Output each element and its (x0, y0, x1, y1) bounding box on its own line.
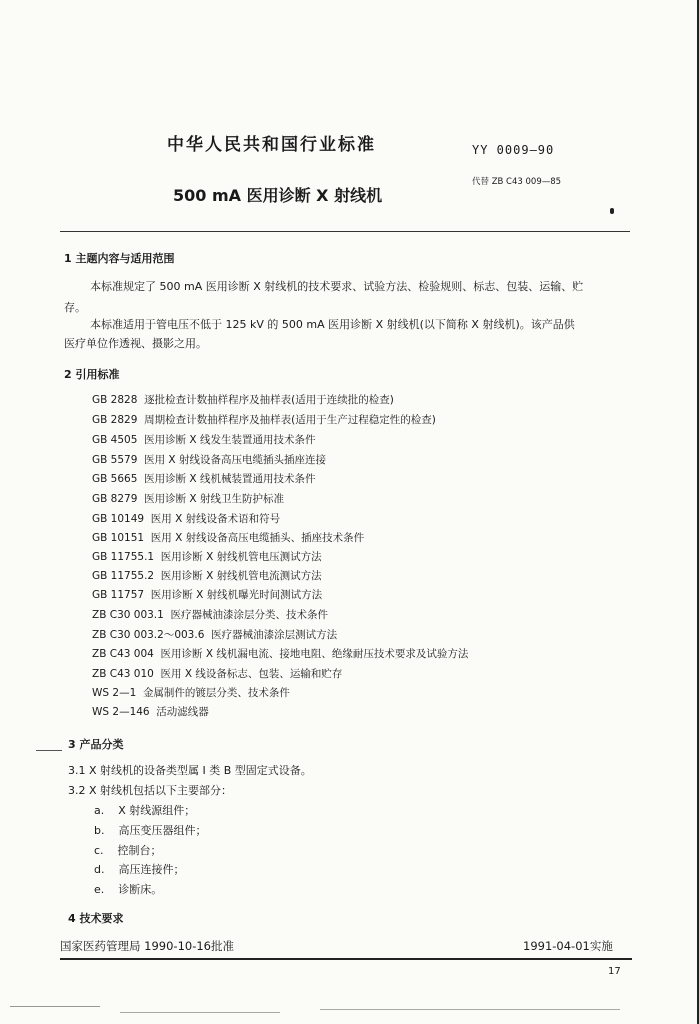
component-text: 高压变压器组件； (118, 824, 207, 837)
reference-code: GB 11755.1 (92, 551, 155, 563)
section-2-heading: 2 引用标准 (64, 368, 120, 381)
section-1-para-1-line-2: 存。 (64, 301, 86, 314)
section-3-item-1: 3.1 X 射线机的设备类型属 I 类 B 型固定式设备。 (68, 764, 312, 777)
component-item (94, 881, 162, 897)
reference-code: ZB C30 003.1 (92, 609, 164, 621)
reference-row (92, 471, 315, 486)
document-title: 500 mA 医用诊断 X 射线机 (173, 186, 383, 205)
reference-code: GB 10149 (92, 513, 145, 525)
reference-row (92, 704, 209, 719)
reference-row (92, 646, 468, 661)
industry-standard-heading: 中华人民共和国行业标准 (167, 135, 376, 155)
component-item (94, 842, 162, 858)
reference-code: GB 2828 (92, 394, 138, 406)
reference-code: GB 11757 (92, 589, 145, 601)
reference-row (92, 666, 342, 681)
component-text: 控制台； (117, 844, 162, 857)
reference-row (92, 530, 364, 545)
reference-code: GB 10151 (92, 532, 145, 544)
reference-name: 医疗器械油漆涂层测试方法 (211, 629, 338, 641)
component-letter: c. (94, 844, 104, 857)
component-text: 高压连接件； (118, 863, 185, 876)
reference-name: 活动滤线器 (156, 706, 209, 718)
reference-row (92, 511, 280, 526)
reference-name: 医用 X 线设备标志、包装、运输和贮存 (160, 668, 343, 680)
replaces-note: 代替 ZB C43 009—85 (472, 177, 562, 187)
reference-code: GB 5665 (92, 473, 138, 485)
reference-name: 医用诊断 X 射线机管电压测试方法 (160, 551, 322, 563)
reference-name: 医用诊断 X 射线卫生防护标准 (144, 493, 284, 505)
component-text: X 射线源组件； (118, 804, 196, 817)
reference-name: 周期检查计数抽样程序及抽样表(适用于生产过程稳定性的检查) (144, 414, 436, 426)
scan-speck (320, 1009, 620, 1010)
reference-code: GB 5579 (92, 454, 138, 466)
section-3-heading: 3 产品分类 (68, 738, 124, 751)
reference-row (92, 412, 436, 427)
reference-code: WS 2—146 (92, 706, 150, 718)
reference-name: 金属制件的镀层分类、技术条件 (142, 687, 290, 699)
component-letter: a. (94, 804, 105, 817)
reference-row (92, 587, 322, 602)
reference-code: WS 2—1 (92, 687, 137, 699)
component-letter: e. (94, 883, 105, 896)
reference-code: ZB C43 010 (92, 668, 154, 680)
section-3-item-2: 3.2 X 射线机包括以下主要部分： (68, 784, 233, 797)
reference-row (92, 452, 326, 467)
component-letter: d. (94, 863, 105, 876)
page-number: 17 (608, 966, 621, 977)
component-item (94, 802, 195, 818)
component-item (94, 861, 184, 877)
reference-name: 医用 X 射线设备高压电缆插头插座连接 (144, 454, 326, 466)
scan-speck (120, 1012, 280, 1013)
reference-row (92, 432, 315, 447)
approval-line: 国家医药管理局 1990-10-16批准 (60, 939, 234, 953)
section-1-para-1-line-1: 本标准规定了 500 mA 医用诊断 X 射线机的技术要求、试验方法、检验规则、标志、包装、运输、贮 (90, 280, 584, 293)
reference-name: 医用诊断 X 射线机曝光时间测试方法 (150, 589, 323, 601)
reference-name: 医疗器械油漆涂层分类、技术条件 (170, 609, 329, 621)
reference-row (92, 685, 290, 700)
reference-name: 逐批检查计数抽样程序及抽样表(适用于连续批的检查) (144, 394, 394, 406)
reference-code: GB 4505 (92, 434, 138, 446)
component-text: 诊断床。 (118, 883, 163, 896)
reference-name: 医用 X 射线设备术语和符号 (150, 513, 281, 525)
implementation-date: 1991-04-01实施 (523, 939, 613, 953)
reference-row (92, 392, 394, 407)
reference-row (92, 549, 322, 564)
standard-code: YY 0009—90 (472, 143, 555, 157)
ink-dot (610, 208, 614, 214)
reference-code: ZB C30 003.2～003.6 (92, 629, 205, 641)
scan-speck (10, 1006, 100, 1007)
reference-name: 医用诊断 X 线机漏电流、接地电阻、绝缘耐压技术要求及试验方法 (160, 648, 469, 660)
reference-code: ZB C43 004 (92, 648, 154, 660)
reference-row (92, 491, 284, 506)
reference-code: GB 8279 (92, 493, 138, 505)
reference-row (92, 627, 337, 642)
reference-code: GB 2829 (92, 414, 138, 426)
section-1-heading: 1 主题内容与适用范围 (64, 252, 175, 265)
reference-name: 医用诊断 X 线机械装置通用技术条件 (144, 473, 316, 485)
reference-name: 医用诊断 X 射线机管电流测试方法 (160, 570, 322, 582)
header-rule (60, 231, 630, 232)
scan-speck (36, 750, 62, 751)
reference-row (92, 607, 328, 622)
component-item (94, 822, 206, 838)
section-1-para-2-line-2: 医疗单位作透视、摄影之用。 (64, 337, 207, 350)
component-letter: b. (94, 824, 105, 837)
section-1-para-2-line-1: 本标准适用于管电压不低于 125 kV 的 500 mA 医用诊断 X 射线机(以下简称 X 射线机)。该产品供 (90, 318, 575, 331)
footer-rule (60, 958, 632, 960)
section-4-heading: 4 技术要求 (68, 912, 124, 925)
reference-code: GB 11755.2 (92, 570, 155, 582)
reference-name: 医用 X 射线设备高压电缆插头、插座技术条件 (150, 532, 365, 544)
reference-name: 医用诊断 X 线发生装置通用技术条件 (144, 434, 316, 446)
reference-row (92, 568, 322, 583)
